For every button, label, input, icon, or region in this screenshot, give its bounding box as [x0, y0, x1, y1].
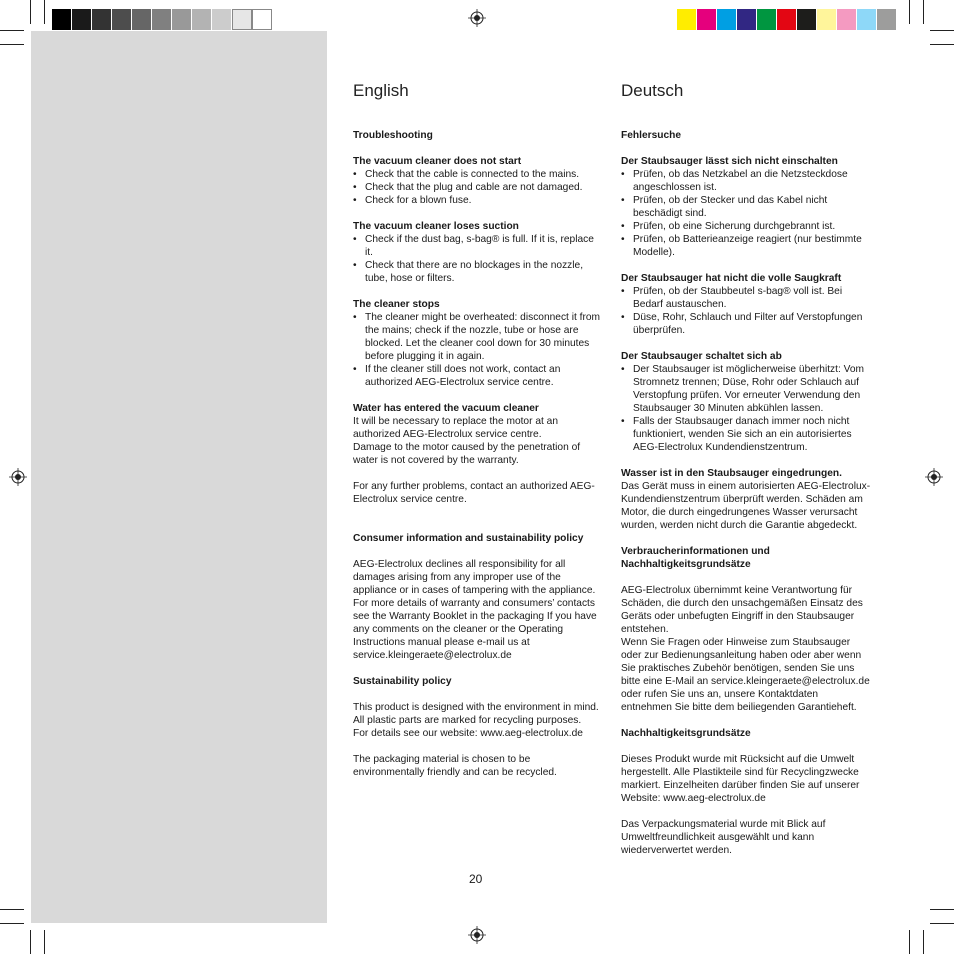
section-heading: Wasser ist in den Staubsauger eingedrungen. — [621, 468, 842, 479]
color-swatch — [877, 9, 897, 30]
list-item: • The cleaner might be overheated: disconnect it from the mains; check if the nozzle, tube or hose are blocked. Let the cleaner cool down for 30 minutes before plugging it in again. — [353, 311, 601, 363]
color-swatch — [837, 9, 857, 30]
list-item: • Düse, Rohr, Schlauch und Filter auf Verstopfungen überprüfen. — [621, 311, 871, 337]
registration-mark-icon — [468, 9, 486, 27]
list-item: • Prüfen, ob der Stecker und das Kabel nicht beschädigt sind. — [621, 194, 871, 220]
list-item: • If the cleaner still does not work, contact an authorized AEG-Electrolux service centre. — [353, 363, 601, 389]
language-heading-german: Deutsch — [621, 81, 684, 100]
section-heading: Consumer information and sustainability policy — [353, 533, 584, 544]
list-item: • Check that the cable is connected to the mains. — [353, 168, 601, 181]
color-swatch — [677, 9, 697, 30]
section-heading: Fehlersuche — [621, 130, 682, 141]
color-swatch — [132, 9, 152, 30]
color-swatch — [152, 9, 172, 30]
color-swatch — [737, 9, 757, 30]
language-heading-english: English — [353, 81, 409, 100]
grayscale-color-bar — [52, 9, 272, 30]
paragraph: Das Gerät muss in einem autorisierten AEG-Electrolux-Kundendienstzentrum überprüft werden. Schäden am Motor, die durch eingedrungenes Wasser verursacht wurden, werden nicht durch die Garantie abgedeckt. — [621, 481, 871, 531]
list-item: • Prüfen, ob eine Sicherung durchgebrannt ist. — [621, 220, 871, 233]
section-heading: Water has entered the vacuum cleaner — [353, 403, 539, 414]
paragraph: Dieses Produkt wurde mit Rücksicht auf die Umwelt hergestellt. Alle Plastikteile sind für Recyclingzwecke markiert. Einzelheiten darüber finden Sie auf unserer Website: www.aeg-electrolux.de — [621, 754, 860, 804]
color-swatch — [817, 9, 837, 30]
color-swatch — [797, 9, 817, 30]
color-swatch — [212, 9, 232, 30]
color-swatch — [72, 9, 92, 30]
paragraph: It will be necessary to replace the motor at an authorized AEG-Electrolux service centre. — [353, 416, 558, 440]
list-item: • Prüfen, ob Batterieanzeige reagiert (nur bestimmte Modelle). — [621, 233, 871, 259]
paragraph: AEG-Electrolux übernimmt keine Verantwortung für Schäden, die durch den unsachgemäßen Einsatz des Geräts oder unbefugten Eingriff in den Staubsauger entstehen. — [621, 585, 863, 635]
bullet-list — [621, 363, 871, 454]
section-heading: Nachhaltigkeitsgrundsätze — [621, 728, 751, 739]
paragraph: Wenn Sie Fragen oder Hinweise zum Staubsauger oder zur Bedienungsanleitung haben oder aber wenn Sie praktisches Zubehör benötigen, senden Sie uns bitte eine E-Mail an service.kleingeraete@electrolux.de oder rufen Sie uns an, unsere Kontaktdaten entnehmen Sie bitte dem beiliegenden Garantieheft. — [621, 637, 870, 713]
bullet-list — [353, 311, 601, 389]
color-swatch — [52, 9, 72, 30]
paragraph: Damage to the motor caused by the penetration of water is not covered by the warranty. — [353, 442, 581, 466]
registration-mark-icon — [925, 468, 943, 486]
paragraph: The packaging material is chosen to be environmentally friendly and can be recycled. — [353, 754, 557, 778]
color-swatch — [717, 9, 737, 30]
section-heading: The cleaner stops — [353, 299, 440, 310]
color-swatch — [697, 9, 717, 30]
color-swatch — [192, 9, 212, 30]
paragraph: For any further problems, contact an authorized AEG-Electrolux service centre. — [353, 481, 595, 505]
color-swatch — [857, 9, 877, 30]
section-heading: Der Staubsauger schaltet sich ab — [621, 351, 782, 362]
paragraph: This product is designed with the environment in mind. All plastic parts are marked for recycling purposes. — [353, 702, 599, 726]
list-item: • Check if the dust bag, s-bag® is full. If it is, replace it. — [353, 233, 601, 259]
section-heading: Troubleshooting — [353, 130, 433, 141]
color-swatch — [757, 9, 777, 30]
page-number: 20 — [469, 872, 483, 886]
section-heading: Sustainability policy — [353, 676, 452, 687]
bullet-list — [353, 168, 601, 207]
bullet-list — [353, 233, 601, 285]
german-column — [621, 80, 871, 857]
list-item: • Prüfen, ob das Netzkabel an die Netzsteckdose angeschlossen ist. — [621, 168, 871, 194]
grey-margin-panel — [31, 31, 327, 923]
color-swatch — [172, 9, 192, 30]
bullet-list — [621, 168, 871, 259]
bullet-list — [621, 285, 871, 337]
color-swatch — [92, 9, 112, 30]
color-swatch — [777, 9, 797, 30]
paragraph: AEG-Electrolux declines all responsibility for all damages arising from any improper use of the appliance or in cases of tampering with the appliance. For more details of warranty and consumers’ contacts see the Warranty Booklet in the packaging If you have any comments on the cleaner or the Operating Instructions manual please e-mail us at service.kleingeraete@electrolux.de — [353, 559, 597, 661]
section-heading: Der Staubsauger lässt sich nicht einschalten — [621, 156, 838, 167]
section-heading: Verbraucherinformationen und Nachhaltigkeitsgrundsätze — [621, 546, 770, 570]
paragraph: Das Verpackungsmaterial wurde mit Blick auf Umweltfreundlichkeit ausgewählt und kann wiederverwertet werden. — [621, 819, 826, 856]
paragraph: For details see our website: www.aeg-electrolux.de — [353, 728, 583, 739]
section-heading: The vacuum cleaner loses suction — [353, 221, 519, 232]
list-item: • Check that there are no blockages in the nozzle, tube, hose or filters. — [353, 259, 601, 285]
section-heading: Der Staubsauger hat nicht die volle Saugkraft — [621, 273, 842, 284]
registration-mark-icon — [468, 926, 486, 944]
list-item: • Der Staubsauger ist möglicherweise überhitzt: Vom Stromnetz trennen; Düse, Rohr oder Schlauch auf Verstopfung prüfen. Vor erneuter Verwendung den Staubsauger 30 Minuten abkühlen lassen. — [621, 363, 871, 415]
registration-mark-icon — [9, 468, 27, 486]
list-item: • Check for a blown fuse. — [353, 194, 601, 207]
list-item: • Prüfen, ob der Staubbeutel s-bag® voll ist. Bei Bedarf austauschen. — [621, 285, 871, 311]
list-item: • Falls der Staubsauger danach immer noch nicht funktioniert, wenden Sie sich an ein autorisiertes AEG-Electrolux Kundendienstzentrum. — [621, 415, 871, 454]
color-swatch — [112, 9, 132, 30]
english-column — [353, 80, 601, 779]
section-heading: The vacuum cleaner does not start — [353, 156, 522, 167]
color-swatch — [232, 9, 252, 30]
list-item: • Check that the plug and cable are not damaged. — [353, 181, 601, 194]
process-color-bar — [677, 9, 897, 30]
color-swatch — [252, 9, 272, 30]
